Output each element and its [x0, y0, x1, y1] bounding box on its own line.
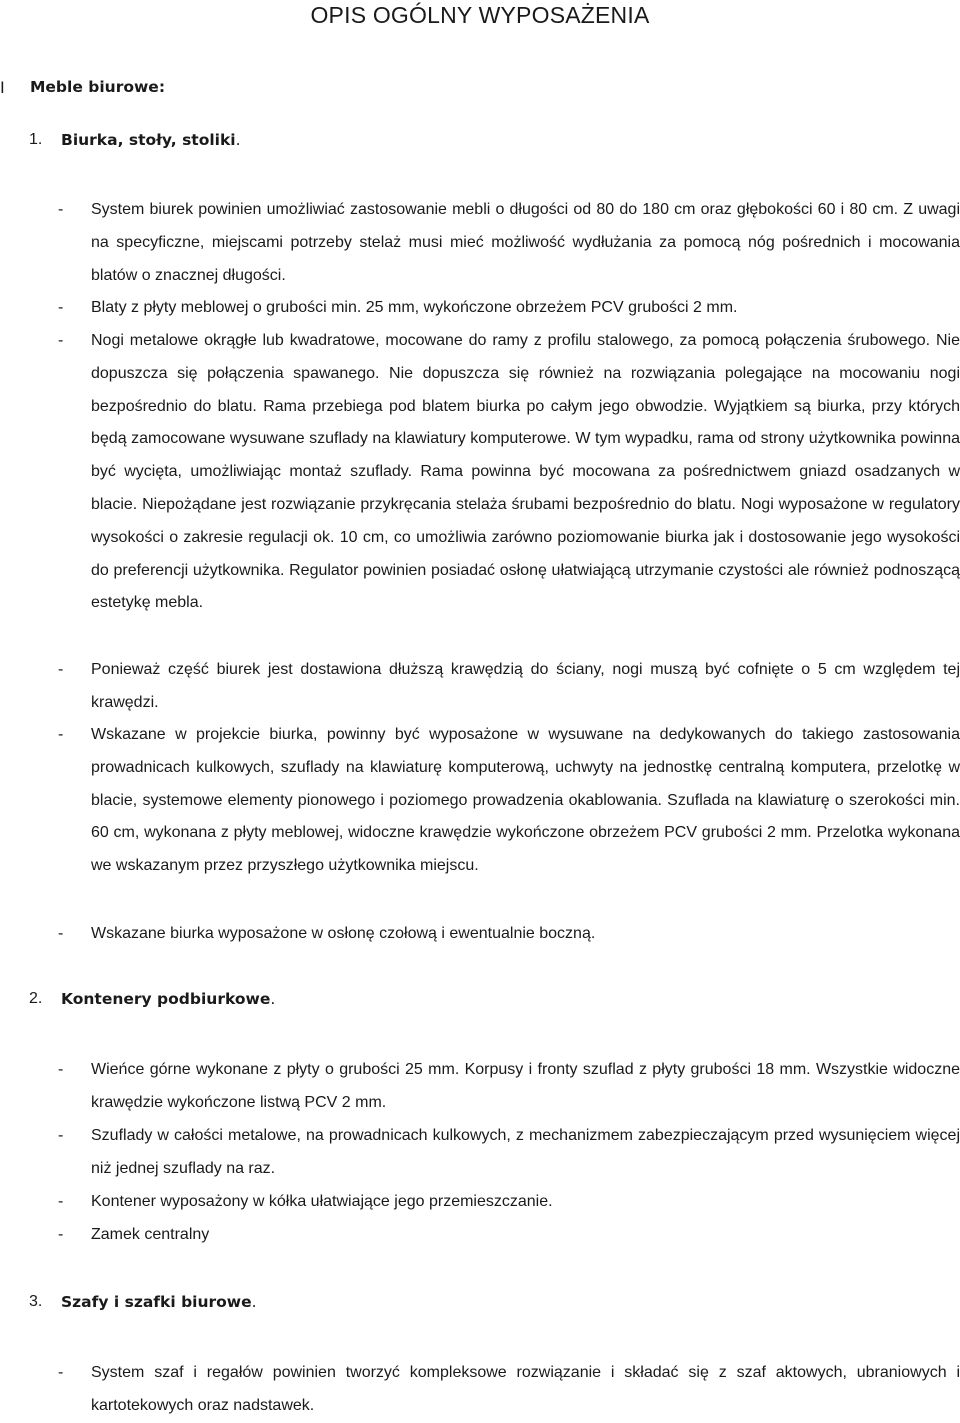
list-item: - Nogi metalowe okrągłe lub kwadratowe, mocowane do ramy z profilu stalowego, za pomocą połączenia śrubowego. Nie dopuszcza się połączenia spawanego. Nie dopuszcza się również na rozwiązania polegające na mocowaniu nogi bezpośrednio do blatu. Rama przebiega pod blatem biurka po całym jego obwodzie. Wyjątkiem są biurka, przy których będą zamocowane wysuwane szuflady na klawiatury komputerowe. W tym wypadku, rama od strony użytkownika powinna być wycięta, umożliwiając montaż szuflady. Rama powinna być mocowana za pośrednictwem gniazd osadzanych w blacie. Niepożądane jest rozwiązanie przykręcania stelaża śrubami bezpośrednio do blatu. Nogi wyposażone w regulatory wysokości o zakresie regulacji ok. 10 cm, co umożliwia zarówno poziomowanie biurka jak i dostosowanie jego wysokości do preferencji użytkownika. Regulator powinien posiadać osłonę ułatwiającą utrzymanie czystości ale również podnoszącą estetykę mebla.	[58, 325, 960, 620]
document-title: OPIS OGÓLNY WYPOSAŻENIA	[310, 2, 650, 28]
list-item-text: System szaf i regałów powinien tworzyć kompleksowe rozwiązanie i składać się z szaf aktowych, ubraniowych i kartotekowych oraz nadstawek.	[91, 1364, 960, 1414]
list-item-text: Wskazane biurka wyposażone w osłonę czołową i ewentualnie boczną.	[91, 925, 596, 942]
list-item: - Ponieważ część biurek jest dostawiona dłuższą krawędzią do ściany, nogi muszą być cofnięte o 5 cm względem tej krawędzi.	[58, 654, 960, 720]
list-item: - Wieńce górne wykonane z płyty o grubości 25 mm. Korpusy i fronty szuflad z płyty grubości 18 mm. Wszystkie widoczne krawędzie wykończone listwą PCV 2 mm.	[58, 1054, 960, 1120]
section-number: I	[0, 78, 5, 97]
list-item: - Kontener wyposażony w kółka ułatwiające jego przemieszczanie.	[58, 1186, 960, 1219]
list-item: - System szaf i regałów powinien tworzyć kompleksowe rozwiązanie i składać się z szaf aktowych, ubraniowych i kartotekowych oraz nadstawek.	[58, 1357, 960, 1423]
subsection-number: 1.	[29, 131, 43, 148]
section-label: Meble biurowe:	[30, 78, 166, 96]
list-item-text: Wieńce górne wykonane z płyty o grubości 25 mm. Korpusy i fronty szuflad z płyty grubości 18 mm. Wszystkie widoczne krawędzie wykończone listwą PCV 2 mm.	[91, 1061, 960, 1111]
list-item: - Wskazane biurka wyposażone w osłonę czołową i ewentualnie boczną.	[58, 918, 960, 951]
list-item-text: Szuflady w całości metalowe, na prowadnicach kulkowych, z mechanizmem zabezpieczającym przed wysunięciem więcej niż jednej szuflady na raz.	[91, 1127, 960, 1177]
list-item: - Szuflady w całości metalowe, na prowadnicach kulkowych, z mechanizmem zabezpieczającym przed wysunięciem więcej niż jednej szuflady na raz.	[58, 1120, 960, 1186]
subsection-label: Szafy i szafki biurowe	[61, 1293, 252, 1311]
list-item: - Blaty z płyty meblowej o grubości min. 25 mm, wykończone obrzeżem PCV grubości 2 mm.	[58, 292, 960, 325]
list-item-text: Nogi metalowe okrągłe lub kwadratowe, mocowane do ramy z profilu stalowego, za pomocą połączenia śrubowego. Nie dopuszcza się połączenia spawanego. Nie dopuszcza się również na rozwiązania polegające na mocowaniu nogi bezpośrednio do blatu. Rama przebiega pod blatem biurka po całym jego obwodzie. Wyjątkiem są biurka, przy których będą zamocowane wysuwane szuflady na klawiatury komputerowe. W tym wypadku, rama od strony użytkownika powinna być wycięta, umożliwiając montaż szuflady. Rama powinna być mocowana za pośrednictwem gniazd osadzanych w blacie. Niepożądane jest rozwiązanie przykręcania stelaża śrubami bezpośrednio do blatu. Nogi wyposażone w regulatory wysokości o zakresie regulacji ok. 10 cm, co umożliwia zarówno poziomowanie biurka jak i dostosowanie jego wysokości do preferencji użytkownika. Regulator powinien posiadać osłonę ułatwiającą utrzymanie czystości ale również podnoszącą estetykę mebla.	[91, 332, 960, 612]
subsection-label: Biurka, stoły, stoliki	[61, 131, 236, 149]
list-item-text: Zamek centralny	[91, 1226, 210, 1243]
list-item-text: Kontener wyposażony w kółka ułatwiające jego przemieszczanie.	[91, 1193, 553, 1210]
list-item: - Wskazane w projekcie biurka, powinny być wyposażone w wysuwane na dedykowanych do takiego zastosowania prowadnicach kulkowych, szuflady na klawiaturę komputerową, uchwyty na jednostkę centralną komputera, przelotkę w blacie, systemowe elementy pionowego i poziomego prowadzenia okablowania. Szuflada na klawiaturę o szerokości min. 60 cm, wykonana z płyty meblowej, widoczne krawędzie wykończone obrzeżem PCV grubości 2 mm. Przelotka wykonana we wskazanym przez przyszłego użytkownika miejscu.	[58, 719, 960, 883]
list-item-text: Wskazane w projekcie biurka, powinny być wyposażone w wysuwane na dedykowanych do takiego zastosowania prowadnicach kulkowych, szuflady na klawiaturę komputerową, uchwyty na jednostkę centralną komputera, przelotkę w blacie, systemowe elementy pionowego i poziomego prowadzenia okablowania. Szuflada na klawiaturę o szerokości min. 60 cm, wykonana z płyty meblowej, widoczne krawędzie wykończone obrzeżem PCV grubości 2 mm. Przelotka wykonana we wskazanym przez przyszłego użytkownika miejscu.	[91, 726, 960, 875]
list-item: - Zamek centralny	[58, 1219, 960, 1252]
subsection-number: 3.	[29, 1293, 43, 1310]
subsection-label: Kontenery podbiurkowe	[61, 990, 271, 1008]
list-item-text: Blaty z płyty meblowej o grubości min. 25 mm, wykończone obrzeżem PCV grubości 2 mm.	[91, 299, 738, 316]
list-item-text: System biurek powinien umożliwiać zastosowanie mebli o długości od 80 do 180 cm oraz głębokości 60 i 80 cm. Z uwagi na specyficzne, miejscami potrzeby stelaż musi mieć możliwość wydłużania za pomocą nóg pośrednich i mocowania blatów o znacznej długości.	[91, 201, 960, 284]
list-item-text: Ponieważ część biurek jest dostawiona dłuższą krawędzią do ściany, nogi muszą być cofnięte o 5 cm względem tej krawędzi.	[91, 661, 960, 711]
list-item: - System biurek powinien umożliwiać zastosowanie mebli o długości od 80 do 180 cm oraz głębokości 60 i 80 cm. Z uwagi na specyficzne, miejscami potrzeby stelaż musi mieć możliwość wydłużania za pomocą nóg pośrednich i mocowania blatów o znacznej długości.	[58, 194, 960, 292]
subsection-number: 2.	[29, 990, 43, 1007]
